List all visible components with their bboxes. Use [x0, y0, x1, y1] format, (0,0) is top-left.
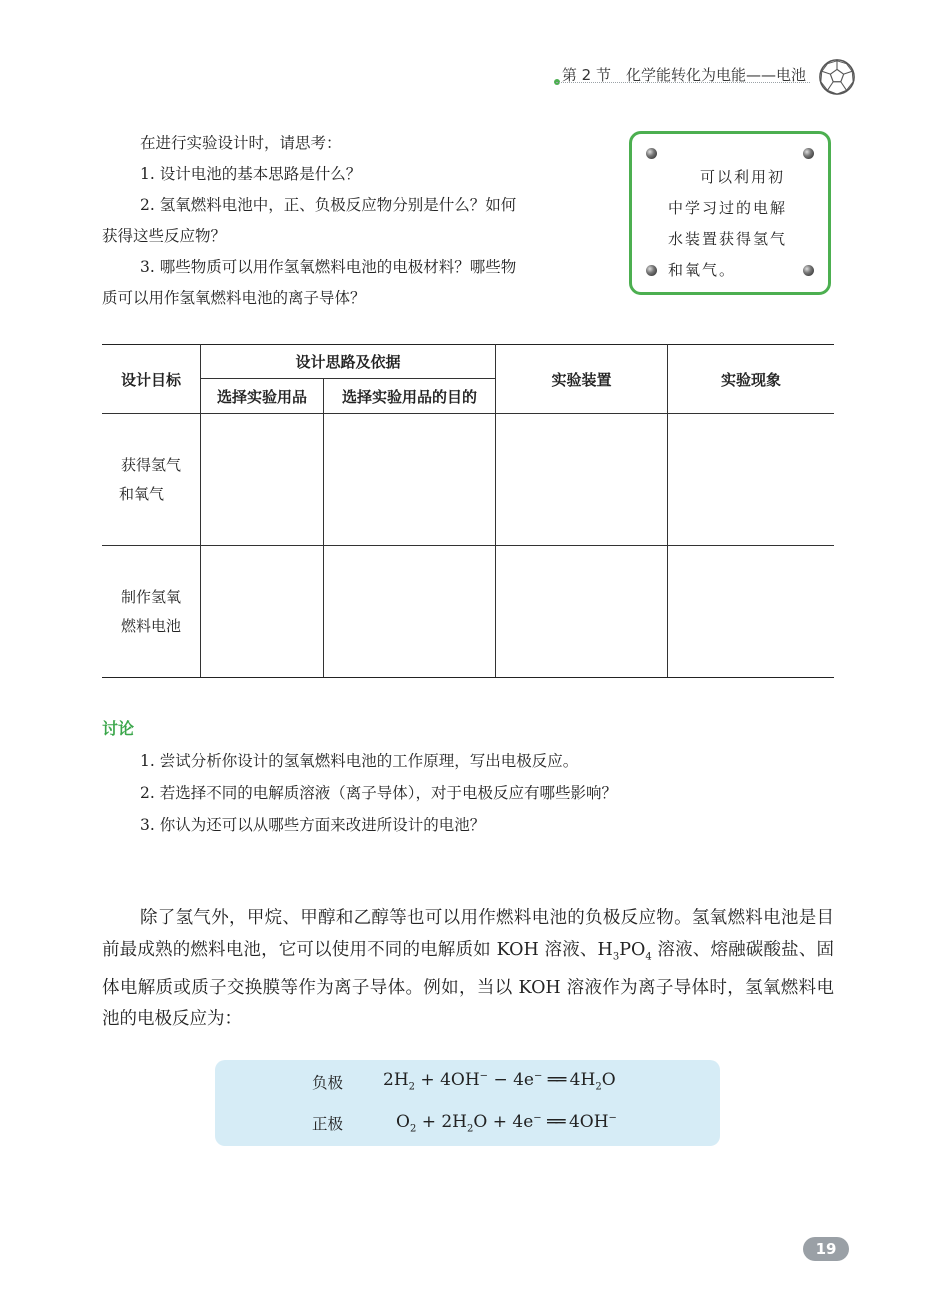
intro-questions	[102, 128, 607, 314]
page-number: 19	[803, 1237, 849, 1261]
table-row	[102, 546, 834, 678]
row-label-line: 和氧气	[119, 484, 165, 503]
empty-cell[interactable]	[201, 546, 324, 678]
formula-subscript: 3	[612, 951, 620, 962]
discussion-title: 讨论	[102, 719, 135, 738]
header-phenomenon: 实验现象	[668, 345, 835, 414]
pin-icon	[646, 265, 657, 276]
header-choose-items: 选择实验用品	[201, 379, 324, 414]
header-choose-purpose: 选择实验用品的目的	[324, 379, 496, 414]
tip-note-box	[629, 131, 831, 295]
body-paragraph	[102, 903, 834, 1036]
formula-part: H	[597, 939, 613, 960]
formula-part: PO	[619, 939, 646, 960]
empty-cell[interactable]	[496, 414, 668, 546]
empty-cell[interactable]	[324, 414, 496, 546]
question-3-cont: 质可以用作氢氧燃料电池的离子导体？	[102, 289, 366, 307]
question-3: 3. 哪些物质可以用作氢氧燃料电池的电极材料？哪些物	[140, 258, 517, 276]
header-goal: 设计目标	[102, 345, 201, 414]
tip-line: 中学习过的电解	[668, 199, 788, 217]
negative-electrode-equation: $2H_2 + 4OH^- - 4e^-$ ══ $4H_2O$	[383, 1070, 616, 1093]
tip-text	[668, 162, 800, 286]
positive-electrode-label: 正极	[312, 1115, 344, 1133]
electrode-reactions-box	[215, 1060, 720, 1146]
row-goal-fuel-cell	[102, 546, 201, 678]
body-text: 除了氢气外，甲烷、甲醇和乙醇等也可以用作燃料电池的负极反应物。氢氧燃料电池是目前最成熟的燃料电池，它可以使用不同的电解质如 KOH 溶液、	[102, 908, 834, 960]
discussion-item: 2. 若选择不同的电解质溶液（离子导体），对于电极反应有哪些影响？	[140, 784, 617, 802]
empty-cell[interactable]	[668, 414, 835, 546]
body-text: 溶液、熔融碳酸盐、固体电解质或质子交换膜等作为离子导体。例如，当以 KOH 溶液作为离子导体时，氢氧燃料电池的电极反应为：	[102, 939, 834, 1029]
discussion-item: 3. 你认为还可以从哪些方面来改进所设计的电池？	[140, 816, 486, 834]
empty-cell[interactable]	[668, 546, 835, 678]
table-row	[102, 414, 834, 546]
pin-icon	[646, 148, 657, 159]
negative-electrode-label: 负极	[312, 1074, 344, 1092]
question-2: 2. 氢氧燃料电池中，正、负极反应物分别是什么？如何	[140, 196, 517, 214]
empty-cell[interactable]	[496, 546, 668, 678]
experiment-design-table	[102, 344, 834, 678]
chapter-title: 第 2 节 化学能转化为电能——电池	[561, 66, 806, 84]
row-label-line: 燃料电池	[120, 616, 181, 635]
pin-icon	[803, 148, 814, 159]
row-label-line: 获得氢气	[120, 455, 181, 474]
tip-line: 水装置获得氢气	[668, 230, 788, 248]
tip-line: 可以利用初	[700, 168, 786, 186]
row-goal-hydrogen-oxygen	[102, 414, 201, 546]
formula-h3po4	[598, 940, 652, 960]
discussion-item: 1. 尝试分析你设计的氢氧燃料电池的工作原理，写出电极反应。	[140, 752, 579, 770]
pin-icon	[803, 265, 814, 276]
question-1: 1. 设计电池的基本思路是什么？	[140, 165, 362, 183]
header-idea: 设计思路及依据	[201, 345, 496, 379]
header-device: 实验装置	[496, 345, 668, 414]
fullerene-icon	[818, 58, 856, 96]
empty-cell[interactable]	[324, 546, 496, 678]
tip-line: 和氧气。	[668, 261, 737, 279]
running-header	[556, 60, 856, 92]
row-label-line: 制作氢氧	[120, 587, 181, 606]
discussion-list	[140, 745, 617, 841]
formula-subscript: 4	[645, 951, 652, 962]
positive-electrode-equation: $O_2 + 2H_2O + 4e^-$ ══ 4OH−	[396, 1112, 617, 1135]
empty-cell[interactable]	[201, 414, 324, 546]
intro-lead: 在进行实验设计时，请思考：	[140, 134, 342, 152]
question-2-cont: 获得这些反应物？	[102, 227, 227, 245]
